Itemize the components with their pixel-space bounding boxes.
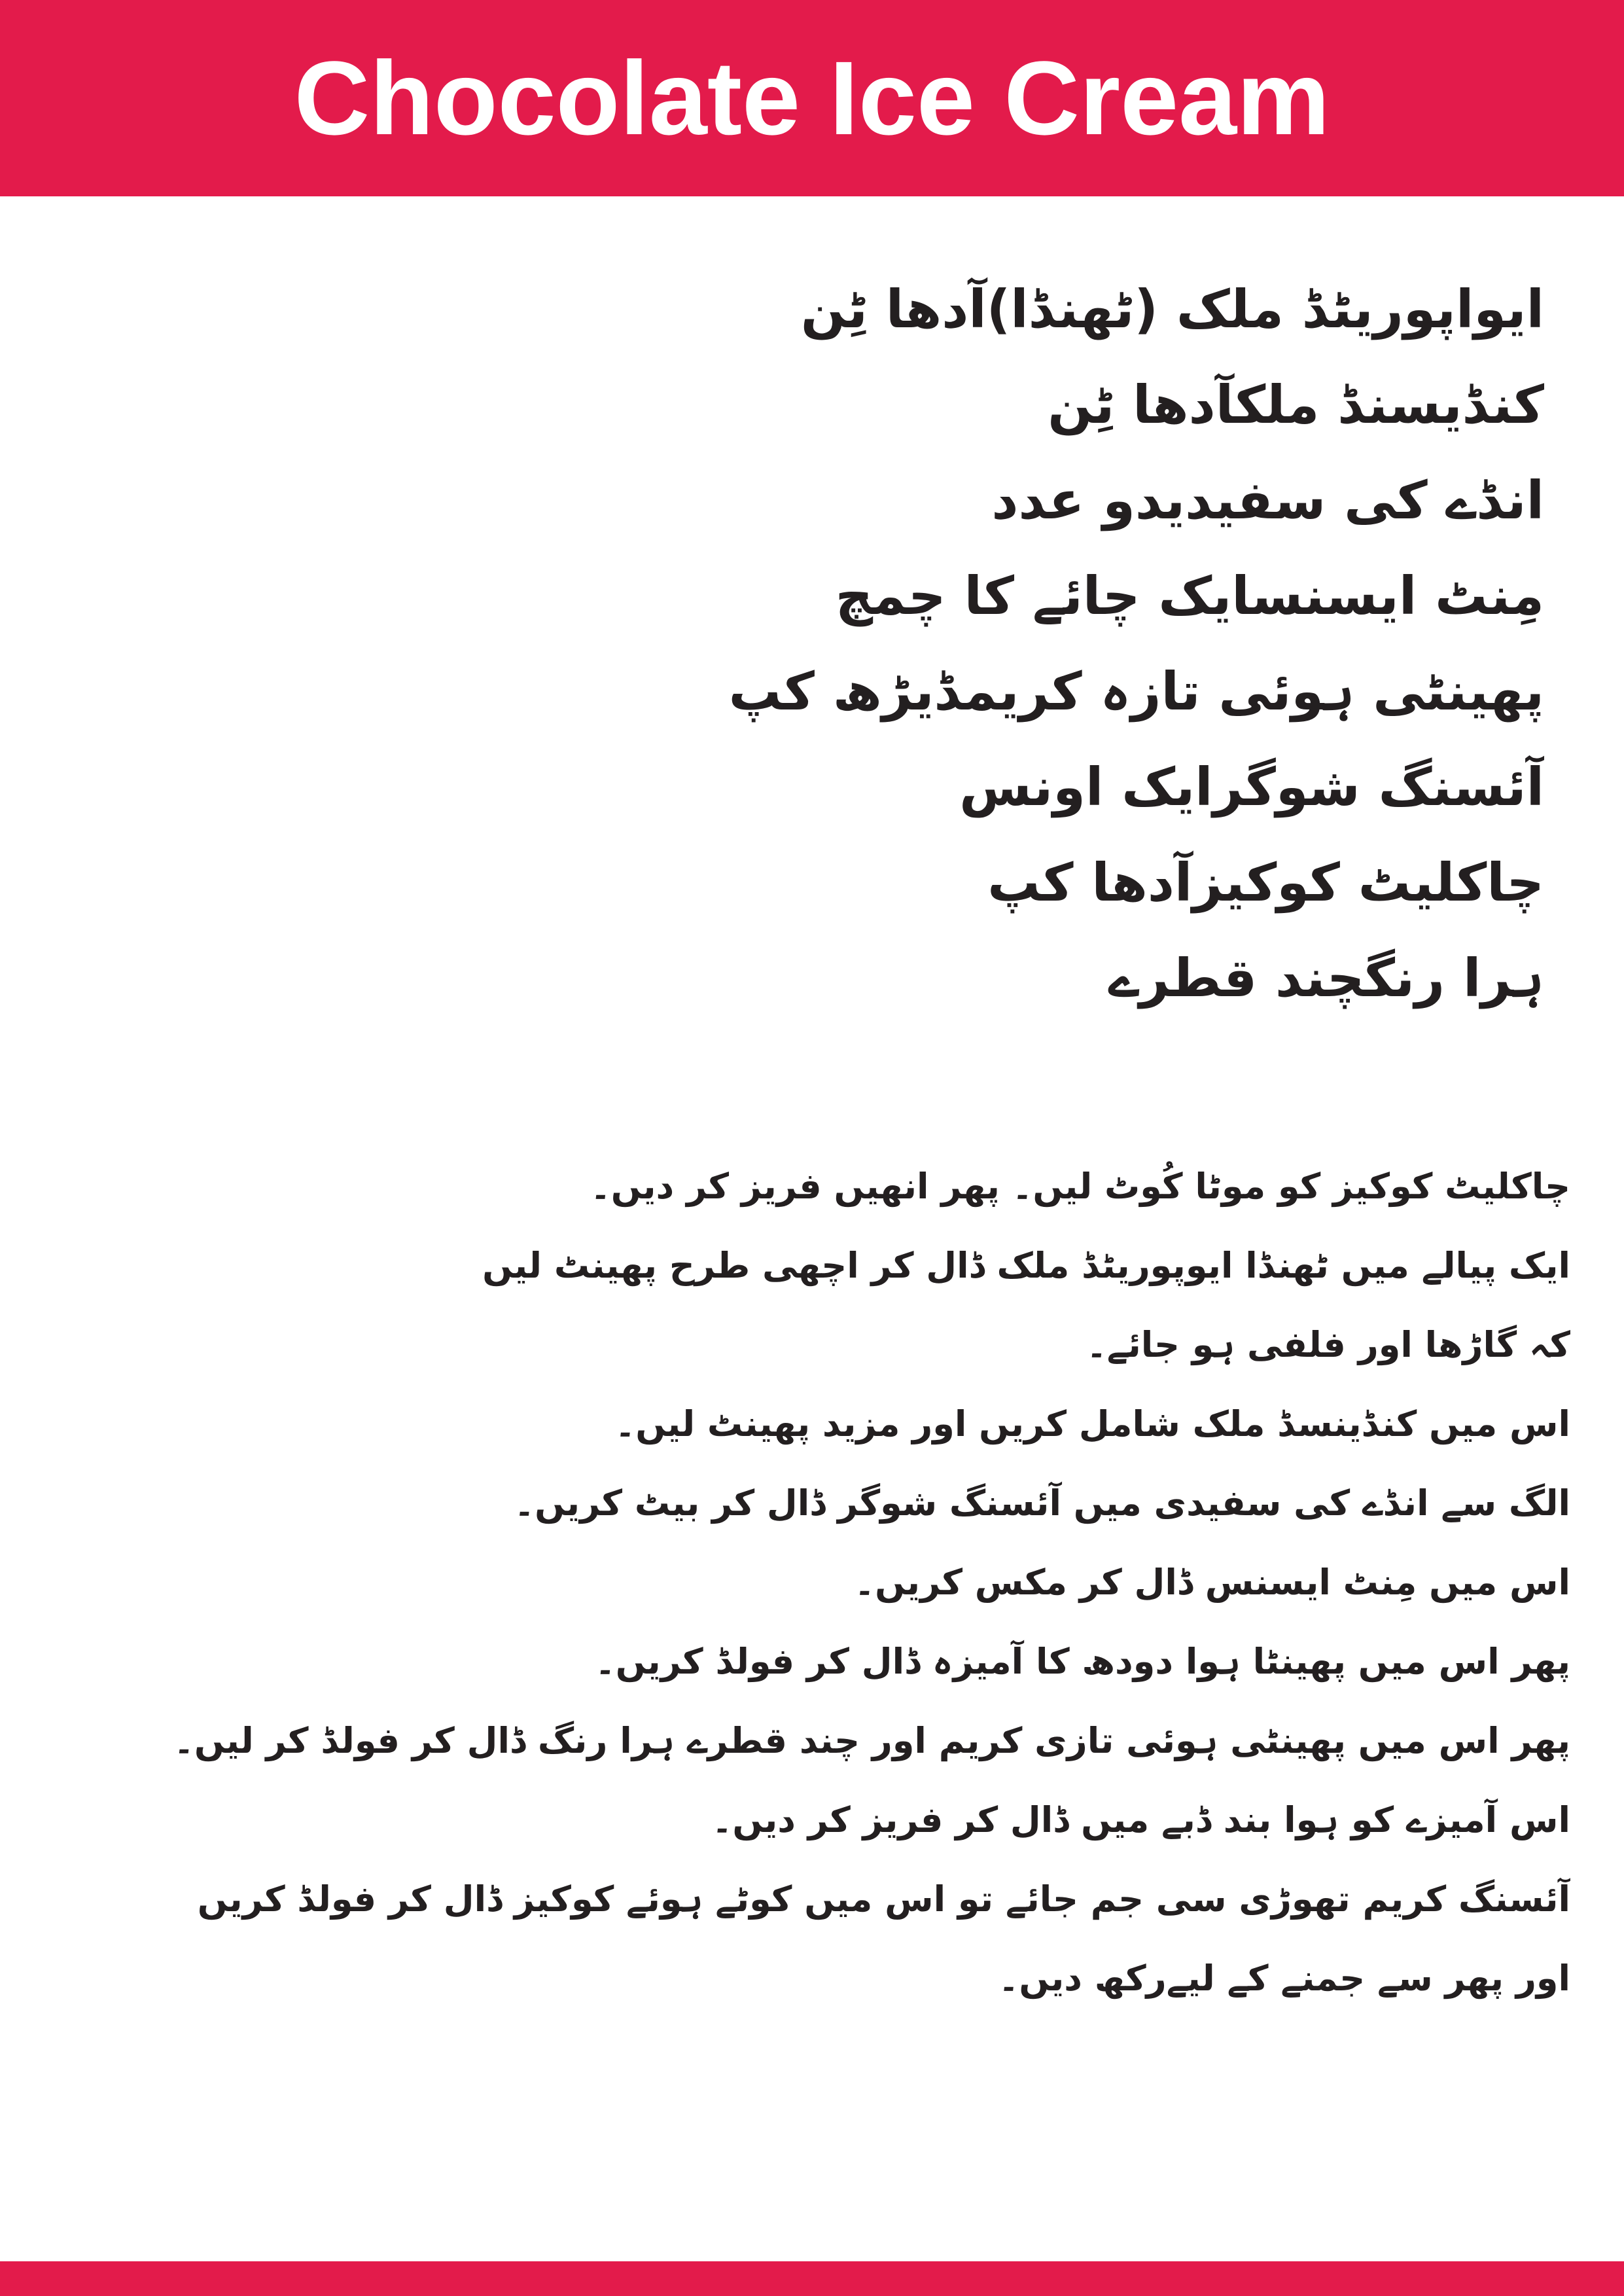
instruction-line: پھر اس میں پھینٹا ہوا دودھ کا آمیزہ ڈال کر فولڈ کریں۔ (595, 1641, 1570, 1682)
ingredients-list (589, 262, 1544, 1026)
ingredient-item: پھینٹی ہوئی تازہ کریمڈیڑھ کپ (728, 661, 1544, 722)
instruction-line: اس میں کنڈینسڈ ملک شامل کریں اور مزید پھینٹ لیں۔ (614, 1403, 1570, 1444)
ingredient-item: آئسنگ شوگرایک اونس (959, 757, 1544, 817)
instruction-line: ایک پیالے میں ٹھنڈا ایوپوریٹڈ ملک ڈال کر اچھی طرح پھینٹ لیں (482, 1245, 1570, 1286)
instruction-line: الگ سے انڈے کی سفیدی میں آئسنگ شوگر ڈال کر بیٹ کریں۔ (514, 1482, 1570, 1524)
instruction-line: اس آمیزے کو ہوا بند ڈبے میں ڈال کر فریز کر دیں۔ (711, 1799, 1570, 1840)
instructions-list (59, 1147, 1570, 2018)
ingredient-item: ایواپوریٹڈ ملک (ٹھنڈا)آدھا ٹِن (800, 279, 1544, 340)
ingredient-item: کنڈیسنڈ ملکآدھا ٹِن (1048, 374, 1544, 435)
instruction-line: اور پھر سے جمنے کے لیےرکھ دیں۔ (998, 1958, 1570, 1999)
instruction-line: کہ گاڑھا اور فلفی ہو جائے۔ (1086, 1324, 1570, 1365)
instruction-line: آئسنگ کریم تھوڑی سی جم جائے تو اس میں کوٹے ہوئے کوکیز ڈال کر فولڈ کریں (197, 1878, 1570, 1920)
ingredient-item: انڈے کی سفیدیدو عدد (991, 470, 1544, 531)
ingredient-item: ہرا رنگچند قطرے (1108, 948, 1544, 1009)
instruction-line: اس میں مِنٹ ایسنس ڈال کر مکس کریں۔ (854, 1562, 1570, 1603)
instruction-line: پھر اس میں پھینٹی ہوئی تازی کریم اور چند قطرے ہرا رنگ ڈال کر فولڈ کر لیں۔ (173, 1720, 1570, 1761)
ingredient-item: مِنٹ ایسنسایک چائے کا چمچ (835, 565, 1544, 626)
ingredient-item: چاکلیٹ کوکیزآدھا کپ (987, 852, 1544, 913)
page-title: Chocolate Ice Cream (294, 39, 1330, 156)
footer-band (0, 2261, 1624, 2296)
instruction-line: چاکلیٹ کوکیز کو موٹا کُوٹ لیں۔ پھر انھیں فریز کر دیں۔ (590, 1166, 1570, 1207)
